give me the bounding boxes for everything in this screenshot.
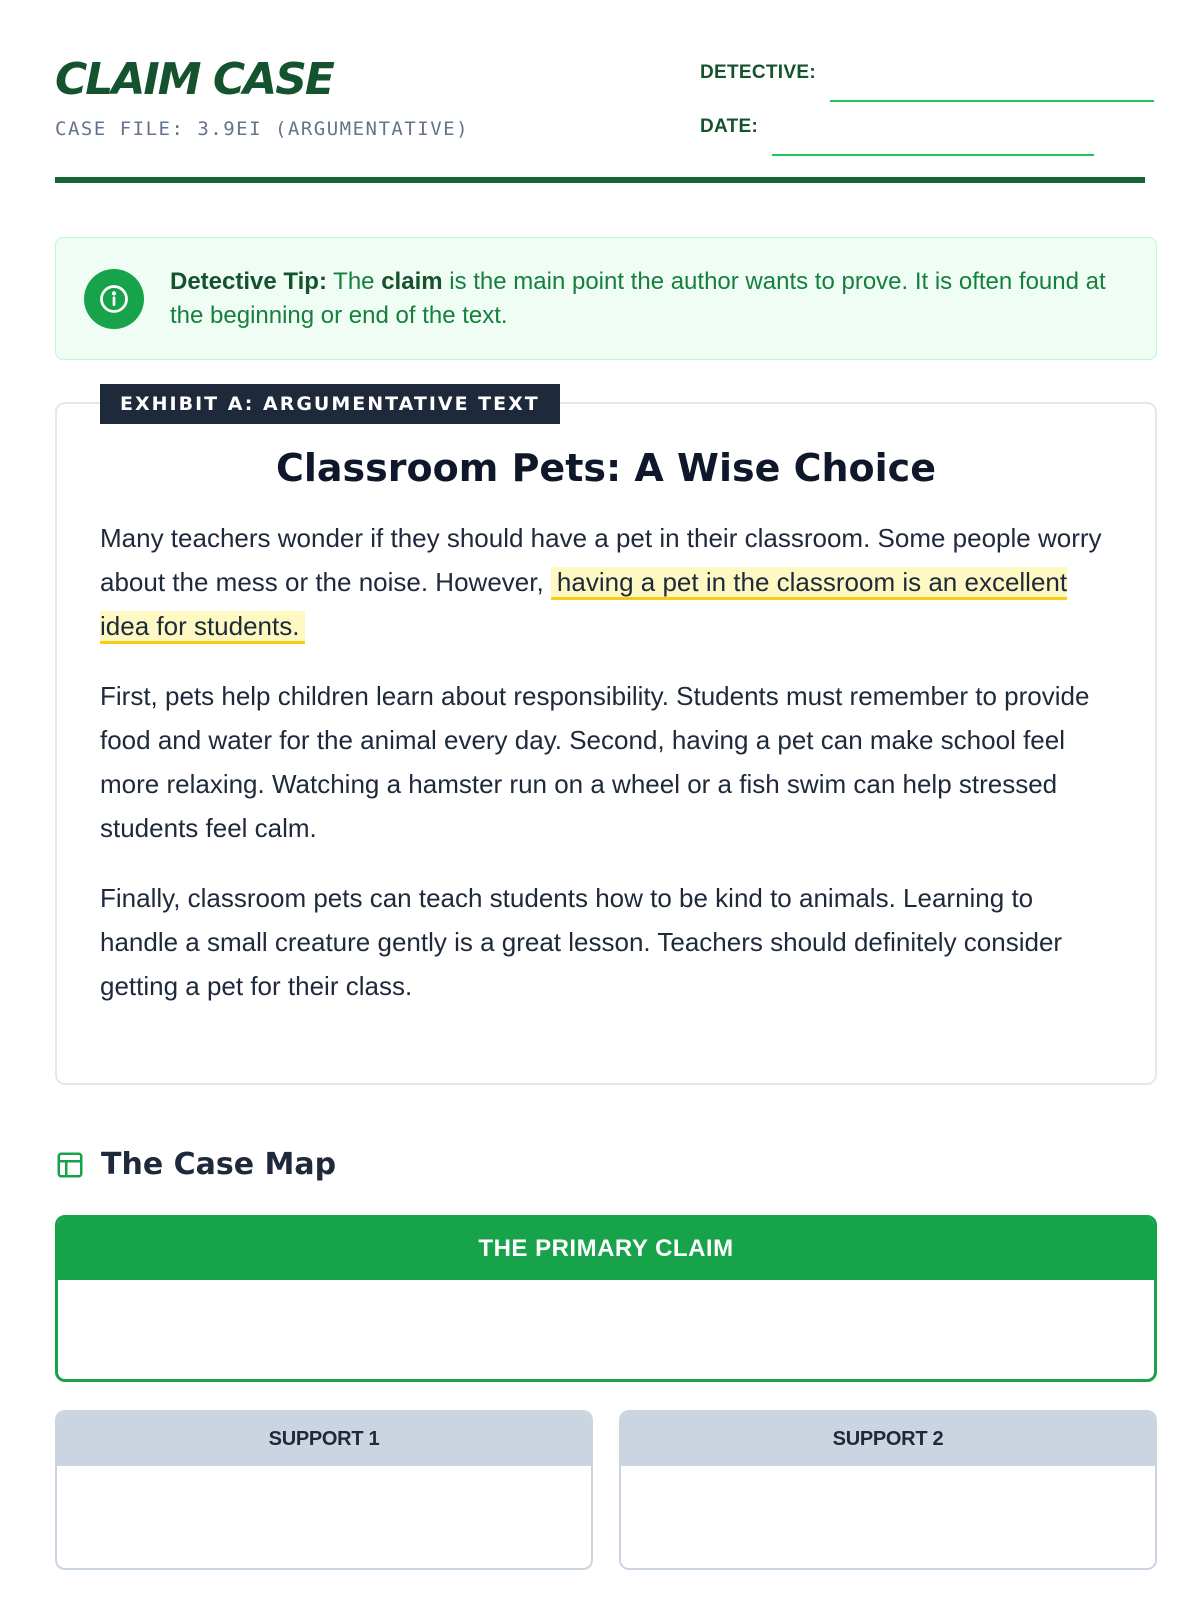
tip-text-after: is the main point the author wants to prove. It is often found at the beginning or end of the text. [170, 267, 1106, 329]
tip-text-before: The [326, 267, 382, 295]
support-1-header: SUPPORT 1 [57, 1412, 591, 1466]
primary-claim-answer-area[interactable] [58, 1280, 1154, 1382]
date-field [700, 116, 1094, 138]
layout-icon [55, 1150, 85, 1180]
date-label: DATE: [700, 116, 759, 137]
highlighted-claim: having a pet in the classroom is an excellent idea for students. [100, 567, 1067, 644]
exhibit-panel [55, 393, 1157, 1085]
detective-label: DETECTIVE: [700, 62, 816, 83]
paragraph-1 [100, 516, 1112, 648]
exhibit-title: Classroom Pets: A Wise Choice [276, 446, 936, 490]
worksheet-header [55, 0, 1145, 183]
paragraph-1-text: Many teachers wonder if they should have a pet in their classroom. Some people worry about the mess or the noise. However, [100, 523, 1102, 597]
tip-text [170, 265, 1128, 333]
primary-claim-box [55, 1215, 1157, 1382]
detective-field [700, 62, 1154, 84]
date-input-line[interactable] [772, 154, 1094, 156]
exhibit-tag: EXHIBIT A: ARGUMENTATIVE TEXT [100, 384, 560, 424]
paragraph-3: Finally, classroom pets can teach students how to be kind to animals. Learning to handle a small creature gently is a great lesson. Teachers should definitely consider getting a pet for their class. [100, 883, 1063, 1001]
primary-claim-header: THE PRIMARY CLAIM [58, 1218, 1154, 1280]
paragraph-2: First, pets help children learn about responsibility. Students must remember to provide food and water for the animal every day. Second, having a pet can make school feel more relaxing. Watching a hamster run on a wheel or a fish swim can help stressed students feel calm. [100, 681, 1090, 843]
support-2-answer-area[interactable] [621, 1466, 1155, 1570]
case-map-title: The Case Map [101, 1147, 337, 1182]
support-1-box [55, 1410, 593, 1570]
page-title: CLAIM CASE [55, 54, 333, 105]
tip-keyword: claim [381, 267, 443, 295]
support-2-header: SUPPORT 2 [621, 1412, 1155, 1466]
detective-tip-box [55, 237, 1157, 360]
support-1-answer-area[interactable] [57, 1466, 591, 1570]
info-icon [84, 269, 144, 329]
support-2-box [619, 1410, 1157, 1570]
case-file-label: CASE FILE: 3.9EI (ARGUMENTATIVE) [55, 118, 470, 140]
detective-input-line[interactable] [830, 100, 1154, 102]
case-map-heading [55, 1147, 336, 1182]
tip-prefix: Detective Tip: [170, 267, 327, 295]
